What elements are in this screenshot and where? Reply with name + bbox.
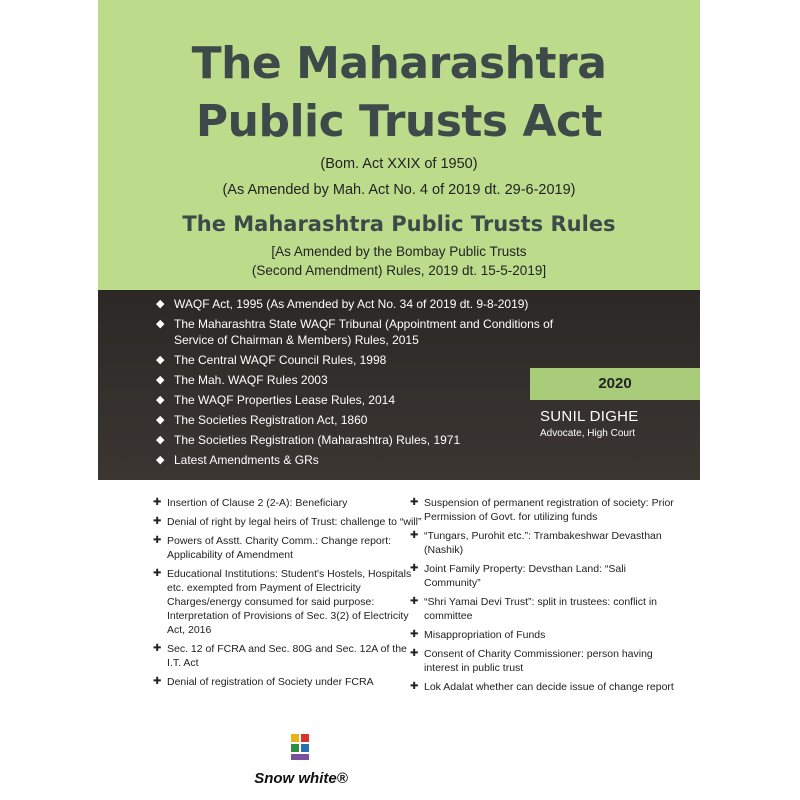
list-item: ◆ The Central WAQF Council Rules, 1998 bbox=[156, 353, 387, 367]
diamond-bullet-icon: ◆ bbox=[156, 354, 165, 366]
book-title-line2: Public Trusts Act bbox=[195, 96, 603, 147]
list-item: ✚ Consent of Charity Commissioner: person having interest in public trust bbox=[410, 648, 653, 674]
diamond-bullet-icon: ◆ bbox=[156, 298, 165, 310]
edition-year: 2020 bbox=[530, 368, 700, 400]
list-item: ◆ The Mah. WAQF Rules 2003 bbox=[156, 373, 328, 387]
plus-bullet-icon: ✚ bbox=[153, 643, 162, 654]
list-item: ✚ Sec. 12 of FCRA and Sec. 80G and Sec. 12A of the I.T. Act bbox=[153, 643, 407, 669]
plus-bullet-icon: ✚ bbox=[153, 497, 162, 508]
plus-bullet-icon: ✚ bbox=[410, 648, 419, 659]
rules-amendment-line2: (Second Amendment) Rules, 2019 dt. 15-5-2019] bbox=[251, 263, 547, 278]
book-title-line1: The Maharashtra bbox=[191, 38, 607, 89]
cover-top-section bbox=[98, 0, 700, 290]
plus-bullet-icon: ✚ bbox=[153, 535, 162, 546]
plus-bullet-icon: ✚ bbox=[410, 681, 419, 692]
list-item: ✚ Denial of right by legal heirs of Trust: challenge to “will” bbox=[153, 516, 422, 528]
plus-bullet-icon: ✚ bbox=[410, 497, 419, 508]
list-item: ✚ Educational Institutions: Student's Hostels, Hospitals etc. exempted from Payment of Electricity Charges/energy consumed for said purpose: Interpretation of Provisions of Sec. 3(2) of Electricity Act, 2016 bbox=[153, 568, 412, 636]
plus-bullet-icon: ✚ bbox=[153, 676, 162, 687]
list-item: ◆ The Societies Registration Act, 1860 bbox=[156, 413, 368, 427]
plus-bullet-icon: ✚ bbox=[410, 530, 419, 541]
amendment-note: (As Amended by Mah. Act No. 4 of 2019 dt. 29-6-2019) bbox=[222, 182, 576, 198]
plus-bullet-icon: ✚ bbox=[153, 516, 162, 527]
diamond-bullet-icon: ◆ bbox=[156, 394, 165, 406]
rules-amendment-line1: [As Amended by the Bombay Public Trusts bbox=[271, 244, 527, 259]
list-item: ✚ Suspension of permanent registration of society: Prior Permission of Govt. for utilizing funds bbox=[410, 497, 674, 523]
plus-bullet-icon: ✚ bbox=[410, 563, 419, 574]
list-item: ◆ WAQF Act, 1995 (As Amended by Act No. 34 of 2019 dt. 9-8-2019) bbox=[156, 297, 529, 311]
author-name: SUNIL DIGHE bbox=[540, 408, 639, 425]
publisher-name: Snow white® bbox=[254, 770, 348, 787]
list-item: ✚ Joint Family Property: Devsthan Land: “Sali Community” bbox=[410, 563, 626, 589]
list-item: ✚ “Tungars, Purohit etc.”: Trambakeshwar Devasthan (Nashik) bbox=[410, 530, 662, 556]
list-item: ✚ “Shri Yamai Devi Trust”: split in trustees: conflict in committee bbox=[410, 596, 658, 622]
highlights-right-column bbox=[410, 496, 680, 699]
rules-title: The Maharashtra Public Trusts Rules bbox=[182, 212, 616, 236]
highlights-left-column bbox=[153, 496, 423, 694]
list-item: ✚ Denial of registration of Society under FCRA bbox=[153, 676, 374, 688]
diamond-bullet-icon: ◆ bbox=[156, 414, 165, 426]
list-item: ✚ Misappropriation of Funds bbox=[410, 629, 546, 641]
list-item: ✚ Powers of Asstt. Charity Comm.: Change report: Applicability of Amendment bbox=[153, 535, 392, 561]
plus-bullet-icon: ✚ bbox=[410, 629, 419, 640]
list-item: ✚ Lok Adalat whether can decide issue of change report bbox=[410, 681, 674, 693]
list-item: ✚ Insertion of Clause 2 (2-A): Beneficiary bbox=[153, 497, 348, 509]
list-item: ◆ The WAQF Properties Lease Rules, 2014 bbox=[156, 393, 395, 407]
list-item: ◆ The Societies Registration (Maharashtra) Rules, 1971 bbox=[156, 433, 461, 447]
author-role: Advocate, High Court bbox=[540, 428, 636, 439]
list-item: ◆ The Maharashtra State WAQF Tribunal (Appointment and Conditions of Service of Chairman & Members) Rules, 2015 bbox=[156, 317, 554, 347]
diamond-bullet-icon: ◆ bbox=[156, 454, 165, 466]
plus-bullet-icon: ✚ bbox=[153, 568, 162, 579]
diamond-bullet-icon: ◆ bbox=[156, 374, 165, 386]
plus-bullet-icon: ✚ bbox=[410, 596, 419, 607]
list-item: ◆ Latest Amendments & GRs bbox=[156, 453, 319, 467]
diamond-bullet-icon: ◆ bbox=[156, 434, 165, 446]
act-reference: (Bom. Act XXIX of 1950) bbox=[320, 156, 478, 172]
book-cover bbox=[98, 0, 700, 800]
diamond-bullet-icon: ◆ bbox=[156, 318, 165, 330]
publisher-logo bbox=[246, 732, 356, 792]
